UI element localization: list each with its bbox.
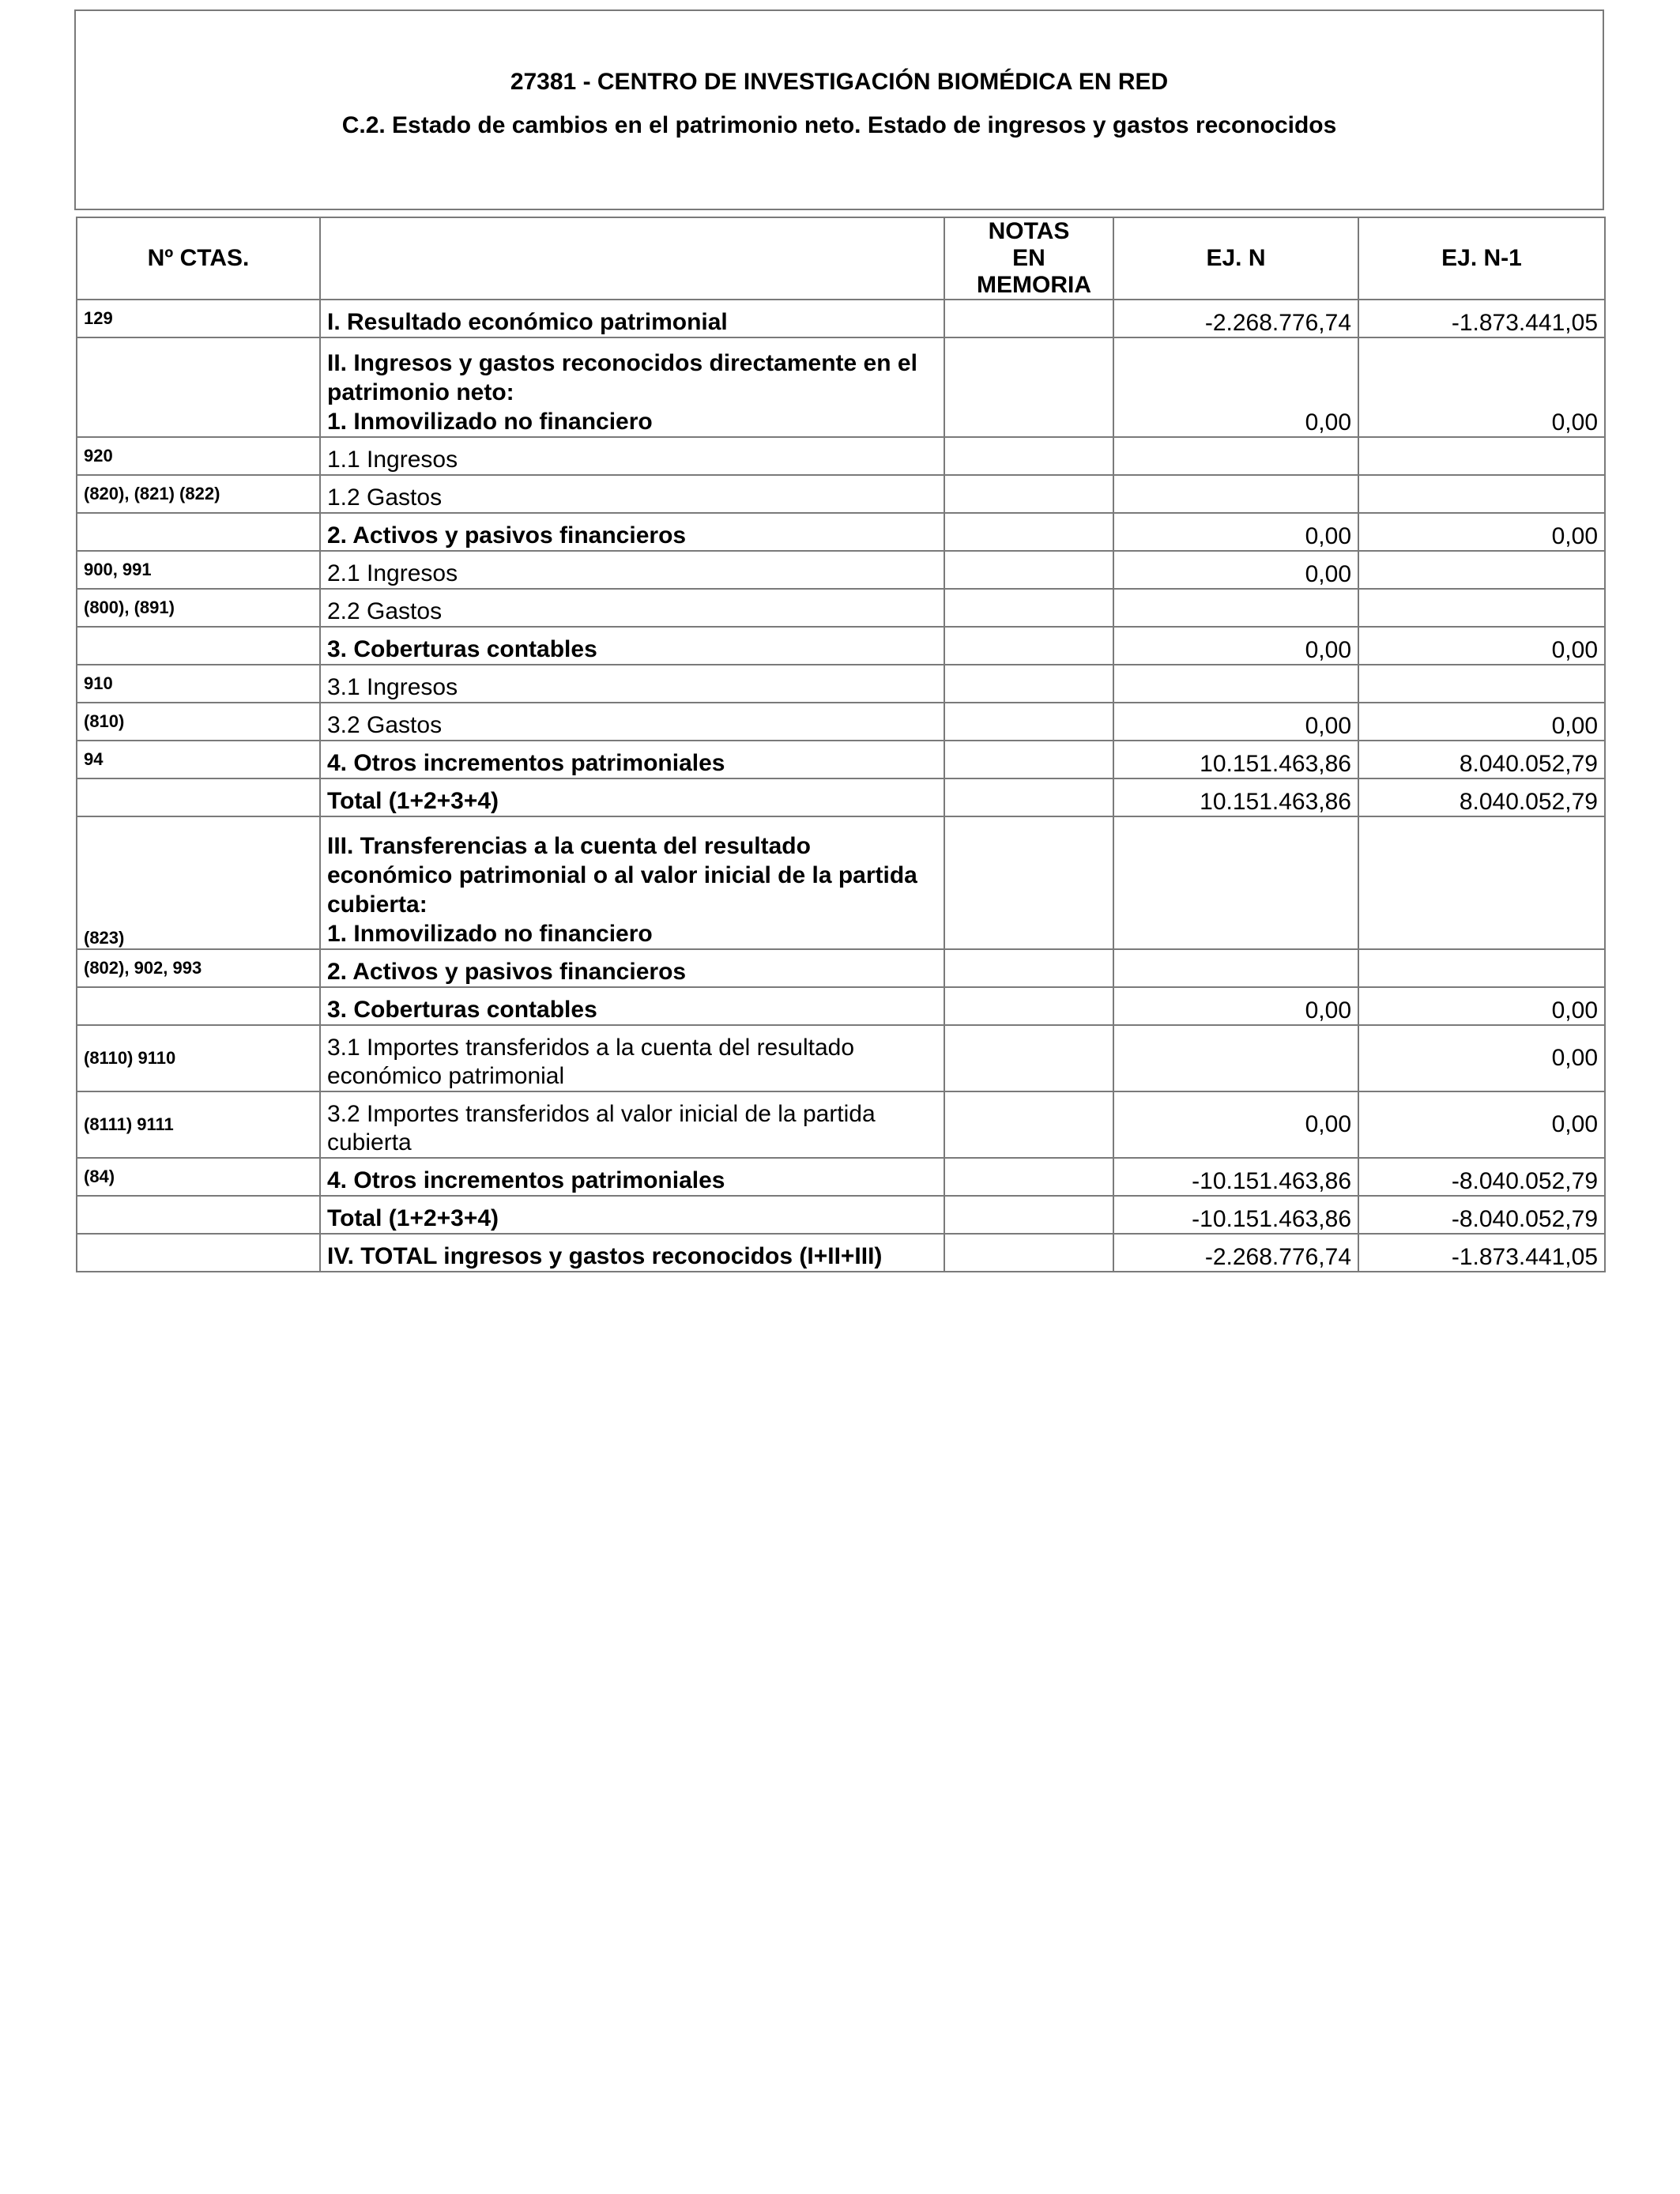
value-year-n	[1113, 589, 1358, 627]
row-notes	[944, 949, 1113, 987]
row-description: 3.2 Gastos	[320, 703, 944, 741]
row-notes	[944, 1025, 1113, 1091]
table-row	[77, 1158, 1605, 1196]
value-year-n	[1113, 1025, 1358, 1091]
row-notes	[944, 1196, 1113, 1234]
row-description: 2. Activos y pasivos financieros	[320, 513, 944, 551]
statement-table	[76, 217, 1606, 1272]
row-notes	[944, 475, 1113, 513]
value-year-n	[1113, 665, 1358, 703]
section-heading: III. Transferencias a la cuenta del resultado económico patrimonial o al valor inicial de la partida cubierta:	[327, 833, 917, 918]
report-subtitle: C.2. Estado de cambios en el patrimonio neto. Estado de ingresos y gastos reconocidos	[341, 112, 1337, 138]
row-description: 1.1 Ingresos	[320, 437, 944, 475]
account-code: (8111) 9111	[77, 1091, 320, 1158]
account-code: 129	[77, 300, 320, 337]
value-year-n1	[1358, 551, 1605, 589]
value-year-n: 0,00	[1113, 513, 1358, 551]
row-notes	[944, 816, 1113, 949]
value-year-n1	[1358, 816, 1605, 949]
value-year-n1: 0,00	[1358, 987, 1605, 1025]
row-description: IV. TOTAL ingresos y gastos reconocidos (I+II+III)	[320, 1234, 944, 1272]
value-year-n1	[1358, 437, 1605, 475]
row-notes	[944, 437, 1113, 475]
row-description: 3.2 Importes transferidos al valor inicial de la partida cubierta	[320, 1091, 944, 1158]
section-heading: II. Ingresos y gastos reconocidos directamente en el patrimonio neto:	[327, 350, 917, 405]
account-code: (800), (891)	[77, 589, 320, 627]
value-year-n1	[1358, 589, 1605, 627]
value-year-n1: 0,00	[1358, 1025, 1605, 1091]
value-year-n: -2.268.776,74	[1113, 1234, 1358, 1272]
row-notes	[944, 703, 1113, 741]
table-row	[77, 475, 1605, 513]
row-description: 3. Coberturas contables	[320, 627, 944, 665]
value-year-n1: 0,00	[1358, 703, 1605, 741]
row-notes	[944, 665, 1113, 703]
subsection-heading: 1. Inmovilizado no financiero	[327, 921, 653, 947]
row-description: 3.1 Importes transferidos a la cuenta del resultado económico patrimonial	[320, 1025, 944, 1091]
row-description	[320, 816, 944, 949]
table-row	[77, 816, 1605, 949]
table-row	[77, 300, 1605, 337]
table-row	[77, 1025, 1605, 1091]
value-year-n1: 8.040.052,79	[1358, 778, 1605, 816]
row-description: 3.1 Ingresos	[320, 665, 944, 703]
table-row-total	[77, 1196, 1605, 1234]
row-description: Total (1+2+3+4)	[320, 1196, 944, 1234]
table-row	[77, 949, 1605, 987]
value-year-n1: -1.873.441,05	[1358, 1234, 1605, 1272]
value-year-n	[1113, 475, 1358, 513]
account-code	[77, 987, 320, 1025]
account-code	[77, 627, 320, 665]
account-code: 900, 991	[77, 551, 320, 589]
table-row	[77, 987, 1605, 1025]
col-header-description	[320, 217, 944, 300]
account-code: (820), (821) (822)	[77, 475, 320, 513]
row-description: 3. Coberturas contables	[320, 987, 944, 1025]
report-header	[74, 9, 1604, 210]
col-header-year-n: EJ. N	[1113, 217, 1358, 300]
account-code	[77, 513, 320, 551]
table-row	[77, 437, 1605, 475]
value-year-n: 0,00	[1113, 551, 1358, 589]
value-year-n1: 0,00	[1358, 513, 1605, 551]
value-year-n1: -8.040.052,79	[1358, 1158, 1605, 1196]
table-row	[77, 513, 1605, 551]
table-row-total	[77, 778, 1605, 816]
row-description: Total (1+2+3+4)	[320, 778, 944, 816]
value-year-n1: 0,00	[1358, 1091, 1605, 1158]
row-notes	[944, 551, 1113, 589]
row-notes	[944, 589, 1113, 627]
account-code	[77, 337, 320, 437]
row-notes	[944, 1234, 1113, 1272]
row-notes	[944, 1091, 1113, 1158]
row-notes	[944, 300, 1113, 337]
account-code: (823)	[77, 816, 320, 949]
value-year-n1	[1358, 475, 1605, 513]
row-description: 2.2 Gastos	[320, 589, 944, 627]
account-code	[77, 778, 320, 816]
value-year-n: -2.268.776,74	[1113, 300, 1358, 337]
value-year-n1	[1358, 665, 1605, 703]
table-row	[77, 1091, 1605, 1158]
account-code	[77, 1196, 320, 1234]
value-year-n1: -1.873.441,05	[1358, 300, 1605, 337]
value-year-n	[1113, 437, 1358, 475]
account-code	[77, 1234, 320, 1272]
table-row	[77, 627, 1605, 665]
row-notes	[944, 741, 1113, 778]
row-notes	[944, 1158, 1113, 1196]
table-row	[77, 551, 1605, 589]
value-year-n1	[1358, 949, 1605, 987]
value-year-n: -10.151.463,86	[1113, 1196, 1358, 1234]
row-description: 2. Activos y pasivos financieros	[320, 949, 944, 987]
row-description: 4. Otros incrementos patrimoniales	[320, 1158, 944, 1196]
value-year-n1: 0,00	[1358, 627, 1605, 665]
row-description	[320, 337, 944, 437]
value-year-n: 0,00	[1113, 337, 1358, 437]
account-code: (84)	[77, 1158, 320, 1196]
report-title: 27381 - CENTRO DE INVESTIGACIÓN BIOMÉDICA EN RED	[510, 69, 1169, 95]
row-description: 2.1 Ingresos	[320, 551, 944, 589]
value-year-n: 0,00	[1113, 1091, 1358, 1158]
row-description: 4. Otros incrementos patrimoniales	[320, 741, 944, 778]
col-header-notes: NOTAS EN MEMORIA	[944, 217, 1113, 300]
table-row	[77, 665, 1605, 703]
table-row	[77, 703, 1605, 741]
value-year-n	[1113, 816, 1358, 949]
value-year-n: 0,00	[1113, 987, 1358, 1025]
value-year-n: 10.151.463,86	[1113, 778, 1358, 816]
table-row	[77, 337, 1605, 437]
value-year-n1: 0,00	[1358, 337, 1605, 437]
account-code: (810)	[77, 703, 320, 741]
value-year-n1: -8.040.052,79	[1358, 1196, 1605, 1234]
row-notes	[944, 778, 1113, 816]
col-header-year-n1: EJ. N-1	[1358, 217, 1605, 300]
account-code: (802), 902, 993	[77, 949, 320, 987]
row-notes	[944, 337, 1113, 437]
table-row-grand-total	[77, 1234, 1605, 1272]
account-code: 94	[77, 741, 320, 778]
value-year-n	[1113, 949, 1358, 987]
table-row	[77, 589, 1605, 627]
table-row	[77, 741, 1605, 778]
value-year-n1: 8.040.052,79	[1358, 741, 1605, 778]
value-year-n: 10.151.463,86	[1113, 741, 1358, 778]
account-code: 910	[77, 665, 320, 703]
value-year-n: 0,00	[1113, 703, 1358, 741]
col-header-accounts: Nº CTAS.	[77, 217, 320, 300]
account-code: (8110) 9110	[77, 1025, 320, 1091]
row-notes	[944, 987, 1113, 1025]
value-year-n: 0,00	[1113, 627, 1358, 665]
account-code: 920	[77, 437, 320, 475]
subsection-heading: 1. Inmovilizado no financiero	[327, 409, 653, 435]
value-year-n: -10.151.463,86	[1113, 1158, 1358, 1196]
table-header-row	[77, 217, 1605, 300]
row-description: 1.2 Gastos	[320, 475, 944, 513]
row-description: I. Resultado económico patrimonial	[320, 300, 944, 337]
row-notes	[944, 627, 1113, 665]
row-notes	[944, 513, 1113, 551]
